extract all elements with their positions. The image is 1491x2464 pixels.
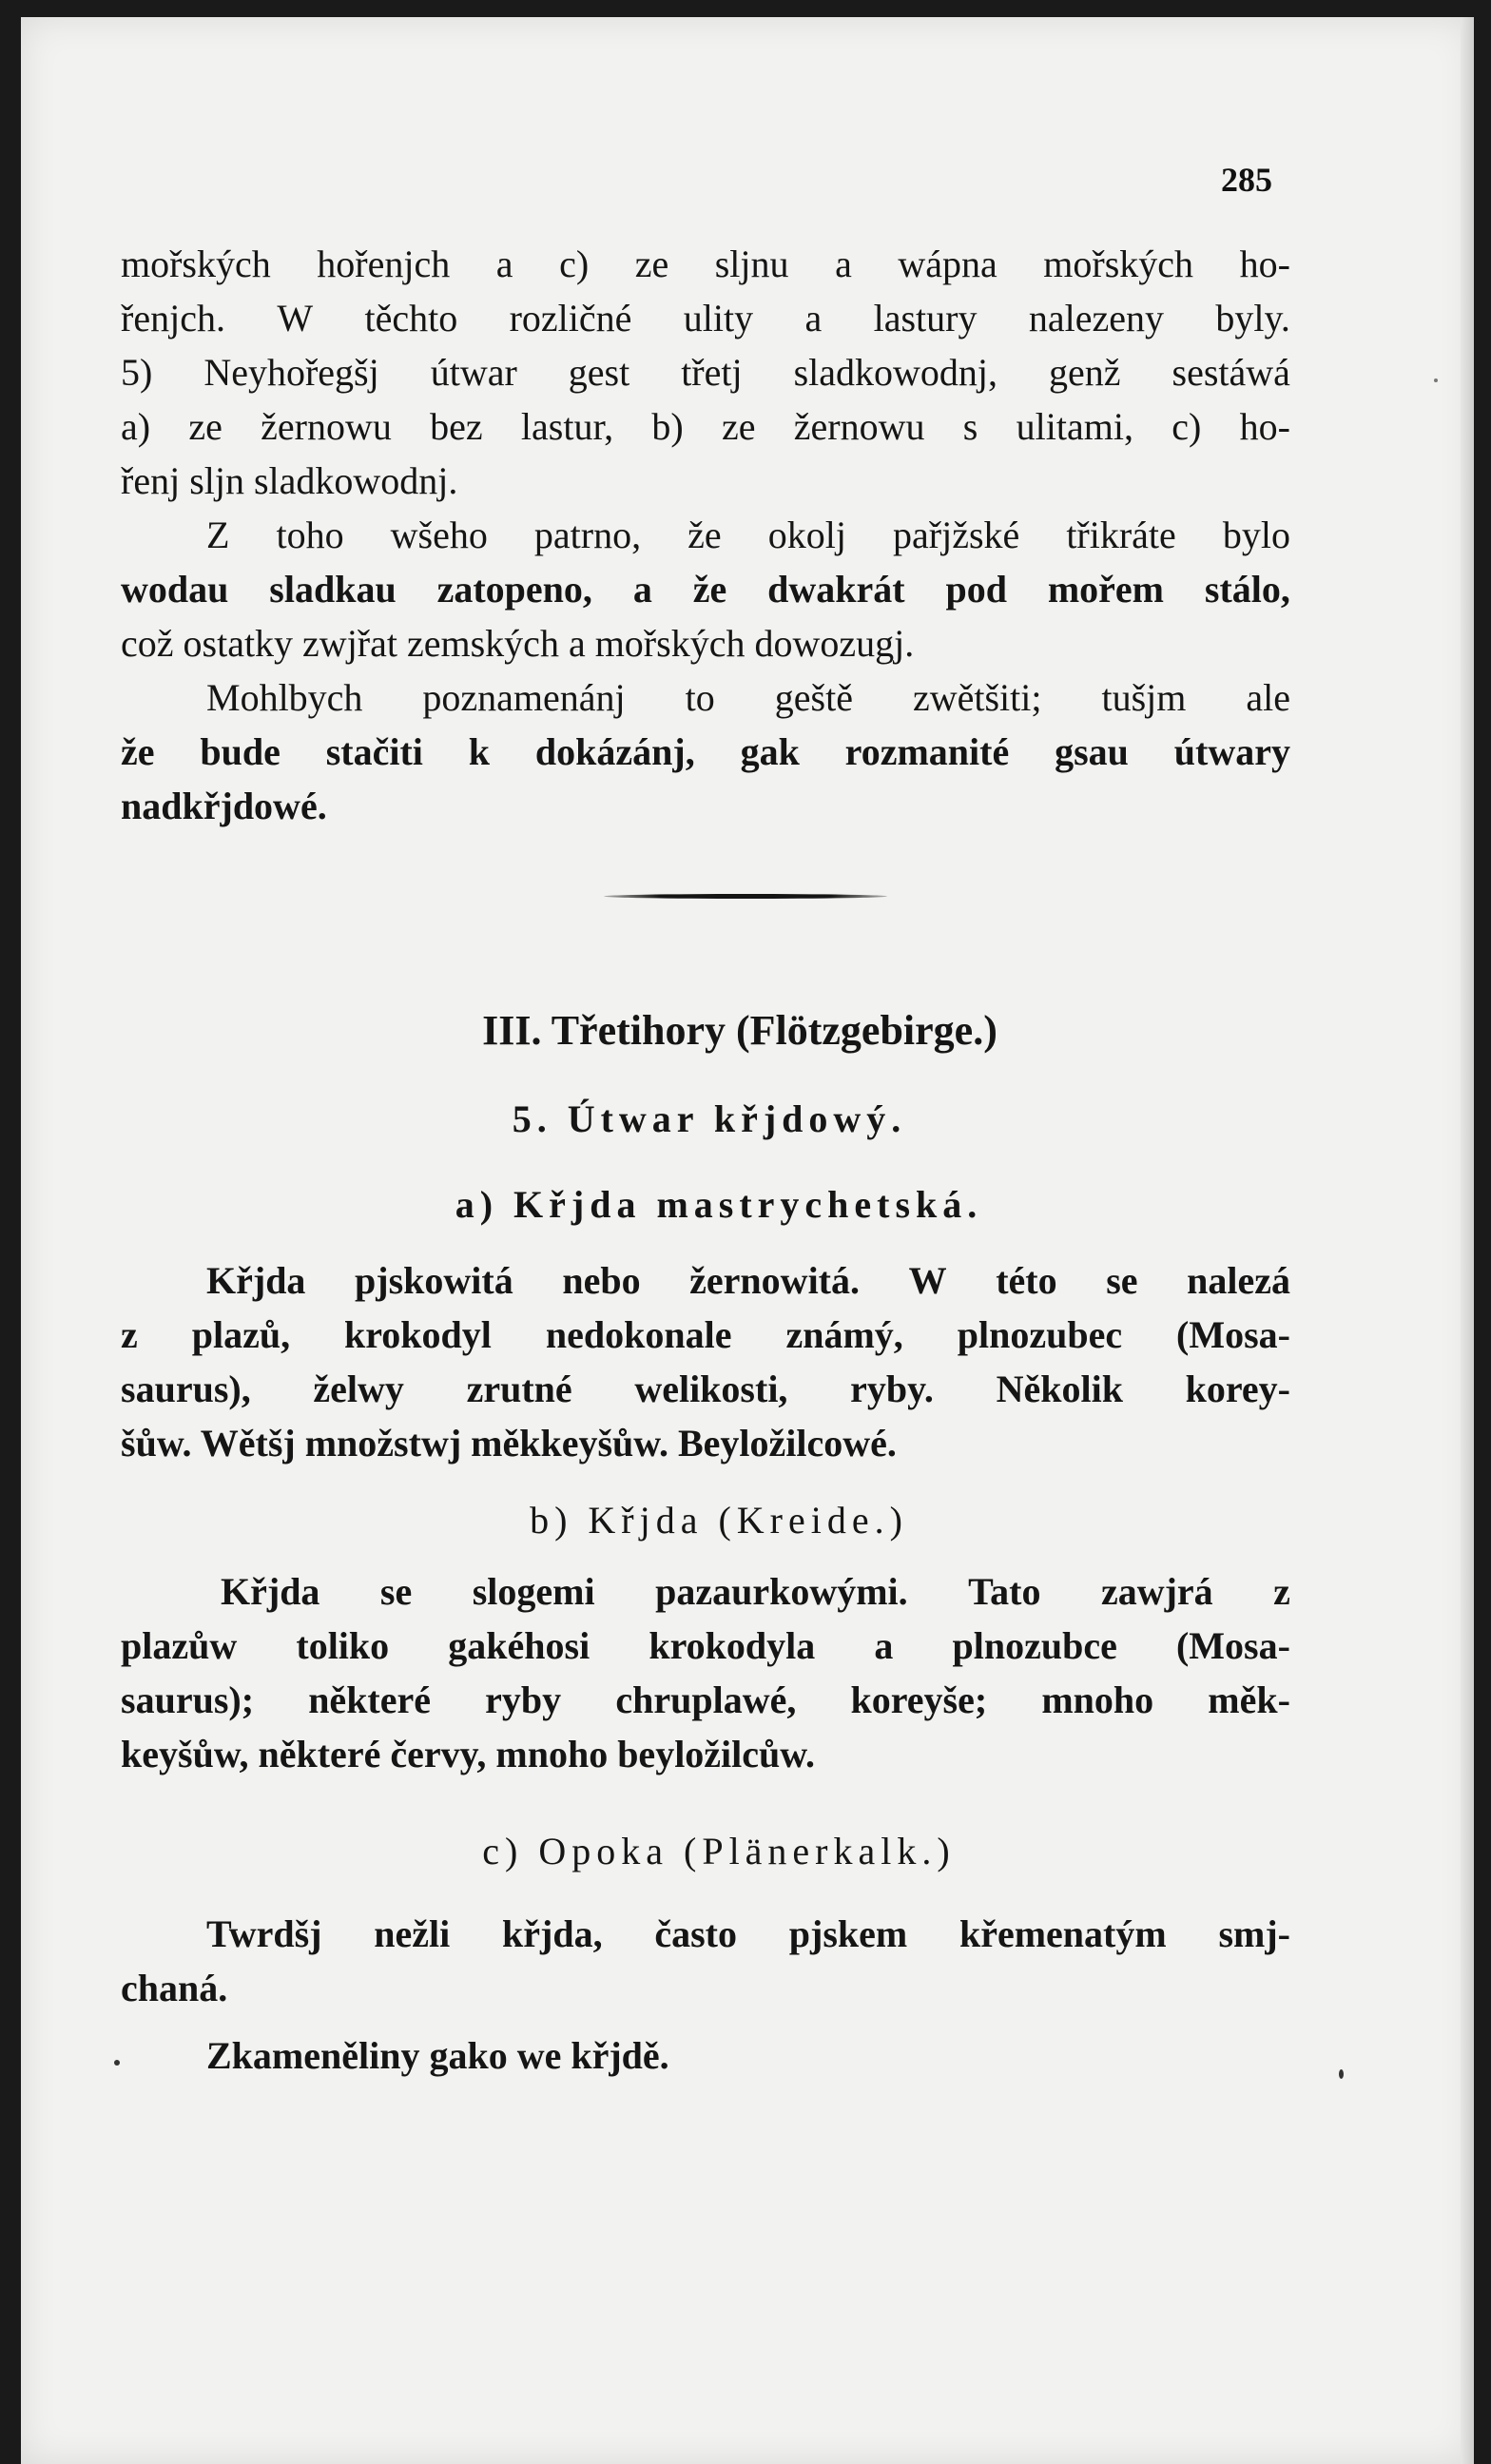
- text-line: Zkameněliny gako we křjdě.: [206, 2034, 669, 2077]
- sub-a-heading: a) Křjda mastrychetská.: [455, 1183, 983, 1226]
- text-line: Křjda se slogemi pazaurkowými. Tato zawjrá z: [221, 1570, 1290, 1613]
- text-line: chaná.: [121, 1967, 228, 2009]
- text-line: keyšůw, některé červy, mnoho beyložilcůw.: [121, 1733, 815, 1775]
- text-line: 5) Neyhořegšj útwar gest třetj sladkowodnj, genž sestáwá: [121, 351, 1290, 394]
- text-line: Z toho wšeho patrno, že okolj pařjžské třikráte bylo: [206, 514, 1290, 556]
- text-line: Twrdšj nežli křjda, často pjskem křemenatým smj-: [206, 1912, 1290, 1955]
- text-line: saurus), želwy zrutné welikosti, ryby. Několik korey-: [121, 1368, 1290, 1410]
- text-line: saurus); některé ryby chruplawé, koreyše; mnoho měk-: [121, 1678, 1290, 1721]
- text-line: že bude stačiti k dokázánj, gak rozmanité gsau útwary: [121, 730, 1290, 773]
- text-line: wodau sladkau zatopeno, a že dwakrát pod mořem stálo,: [121, 568, 1290, 611]
- print-speck: [1339, 2069, 1344, 2079]
- text-line: Křjda pjskowitá nebo žernowitá. W této se nalezá: [206, 1259, 1290, 1302]
- print-speck: [1434, 378, 1438, 382]
- subsection-heading: 5. Útwar křjdowý.: [512, 1097, 907, 1140]
- sub-c-heading: c) Opoka (Plänerkalk.): [482, 1830, 956, 1872]
- print-speck: [114, 2060, 120, 2066]
- text-line: řenjch. W těchto rozličné ulity a lastury nalezeny byly.: [121, 297, 1290, 340]
- text-line: nadkřjdowé.: [121, 785, 327, 827]
- text-line: šůw. Wětšj množstwj měkkeyšůw. Beyložilcowé.: [121, 1422, 897, 1465]
- text-line: řenj sljn sladkowodnj.: [121, 459, 458, 502]
- section-divider: [604, 894, 887, 899]
- text-line: což ostatky zwjřat zemských a mořských dowozugj.: [121, 622, 915, 665]
- text-line: plazůw toliko gakéhosi krokodyla a plnozubce (Mosa-: [121, 1624, 1290, 1667]
- book-page: [21, 17, 1474, 2464]
- text-line: a) ze žernowu bez lastur, b) ze žernowu s ulitami, c) ho-: [121, 405, 1290, 448]
- section-heading: III. Třetihory (Flötzgebirge.): [482, 1007, 997, 1054]
- sub-b-heading: b) Křjda (Kreide.): [530, 1499, 908, 1542]
- text-line: mořských hořenjch a c) ze sljnu a wápna mořských ho-: [121, 243, 1290, 285]
- text-line: Mohlbych poznamenánj to geště zwětšiti; tušjm ale: [206, 676, 1290, 719]
- page-number: 285: [1221, 161, 1272, 199]
- text-line: z plazů, krokodyl nedokonale známý, plnozubec (Mosa-: [121, 1313, 1290, 1356]
